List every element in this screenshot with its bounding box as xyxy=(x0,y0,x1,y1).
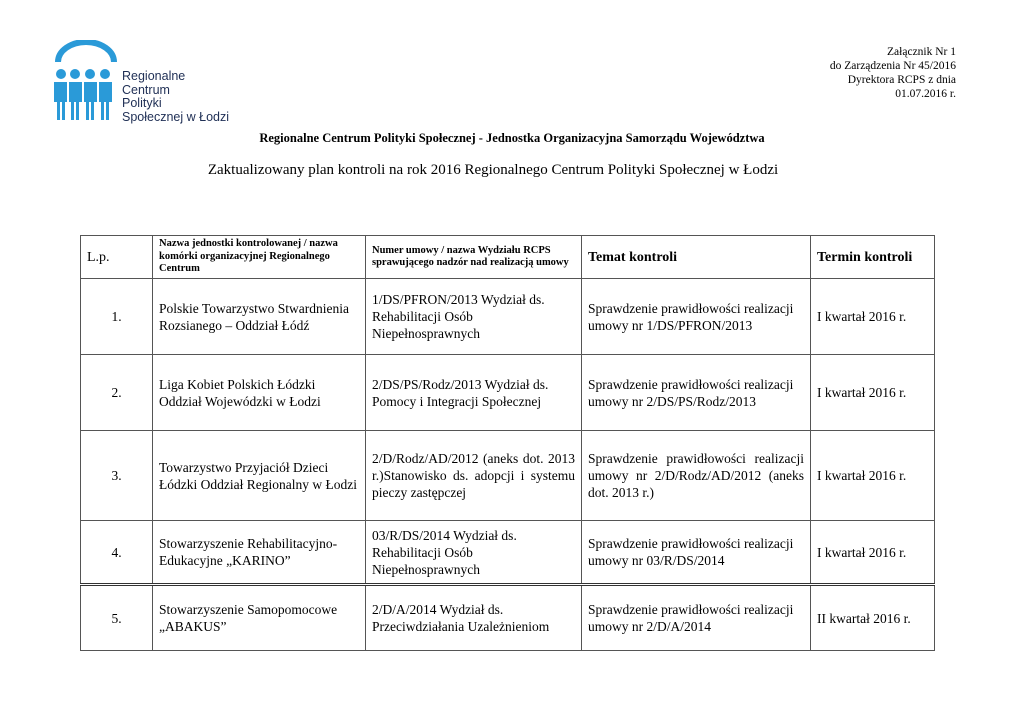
row-lp: 4. xyxy=(81,521,153,585)
logo-text-line: Centrum xyxy=(122,82,170,97)
row-topic: Sprawdzenie prawidłowości realizacji umowy nr 2/DS/PS/Rodz/2013 xyxy=(582,355,811,431)
table-row xyxy=(81,355,935,431)
row-contract: 2/D/Rodz/AD/2012 (aneks dot. 2013 r.)Stanowisko ds. adopcji i systemu pieczy zastępczej xyxy=(366,431,582,521)
row-lp: 3. xyxy=(81,431,153,521)
row-lp: 1. xyxy=(81,279,153,355)
row-lp: 5. xyxy=(81,585,153,651)
row-contract: 2/D/A/2014 Wydział ds. Przeciwdziałania Uzależnieniom xyxy=(366,585,582,651)
header-unit: Nazwa jednostki kontrolowanej / nazwa komórki organizacyjnej Regionalnego Centrum xyxy=(153,236,366,279)
table-row xyxy=(81,431,935,521)
row-topic: Sprawdzenie prawidłowości realizacji umowy nr 03/R/DS/2014 xyxy=(582,521,811,585)
table-header-row xyxy=(81,236,935,279)
header-lp: L.p. xyxy=(81,236,153,279)
header-term: Termin kontroli xyxy=(811,236,935,279)
row-unit: Stowarzyszenie Rehabilitacyjno-Edukacyjne „KARINO” xyxy=(153,521,366,585)
row-term: I kwartał 2016 r. xyxy=(811,355,935,431)
row-contract: 03/R/DS/2014 Wydział ds. Rehabilitacji Osób Niepełnosprawnych xyxy=(366,521,582,585)
page-title: Zaktualizowany plan kontroli na rok 2016 Regionalnego Centrum Polityki Społecznej w Łodzi xyxy=(207,162,779,178)
logo-text-line: Regionalne xyxy=(122,69,186,83)
row-unit: Stowarzyszenie Samopomocowe „ABAKUS” xyxy=(153,585,366,651)
table-row xyxy=(81,521,935,585)
row-unit: Polskie Towarzystwo Stwardnienia Rozsianego – Oddział Łódź xyxy=(153,279,366,355)
row-topic: Sprawdzenie prawidłowości realizacji umowy nr 2/D/Rodz/AD/2012 (aneks dot. 2013 r.) xyxy=(582,431,811,521)
row-term: I kwartał 2016 r. xyxy=(811,279,935,355)
row-term: I kwartał 2016 r. xyxy=(811,521,935,585)
row-topic: Sprawdzenie prawidłowości realizacji umowy nr 1/DS/PFRON/2013 xyxy=(582,279,811,355)
control-plan-table xyxy=(80,235,935,651)
logo-text-line: Społecznej w Łodzi xyxy=(122,109,230,124)
row-lp: 2. xyxy=(81,355,153,431)
row-term: II kwartał 2016 r. xyxy=(811,585,935,651)
header-topic: Temat kontroli xyxy=(582,236,811,279)
annex-line: Dyrektora RCPS z dnia xyxy=(847,74,956,86)
logo-text-line: Polityki xyxy=(122,96,162,110)
row-contract: 2/DS/PS/Rodz/2013 Wydział ds. Pomocy i Integracji Społecznej xyxy=(366,355,582,431)
organization-line: Regionalne Centrum Polityki Społecznej - Jednostka Organizacyjna Samorządu Województwa xyxy=(259,131,765,145)
header-contract: Numer umowy / nazwa Wydziału RCPS sprawującego nadzór nad realizacją umowy xyxy=(366,236,582,279)
row-topic: Sprawdzenie prawidłowości realizacji umowy nr 2/D/A/2014 xyxy=(582,585,811,651)
row-contract: 1/DS/PFRON/2013 Wydział ds. Rehabilitacji Osób Niepełnosprawnych xyxy=(366,279,582,355)
row-unit: Liga Kobiet Polskich Łódzki Oddział Wojewódzki w Łodzi xyxy=(153,355,366,431)
annex-line: do Zarządzenia Nr 45/2016 xyxy=(829,60,956,72)
row-unit: Towarzystwo Przyjaciół Dzieci Łódzki Oddział Regionalny w Łodzi xyxy=(153,431,366,521)
logo-text xyxy=(122,70,229,124)
row-term: I kwartał 2016 r. xyxy=(811,431,935,521)
table-row xyxy=(81,279,935,355)
annex-line: Załącznik Nr 1 xyxy=(887,46,956,58)
annex-line: 01.07.2016 r. xyxy=(895,88,956,100)
annex-reference xyxy=(830,45,956,101)
table-row xyxy=(81,585,935,651)
